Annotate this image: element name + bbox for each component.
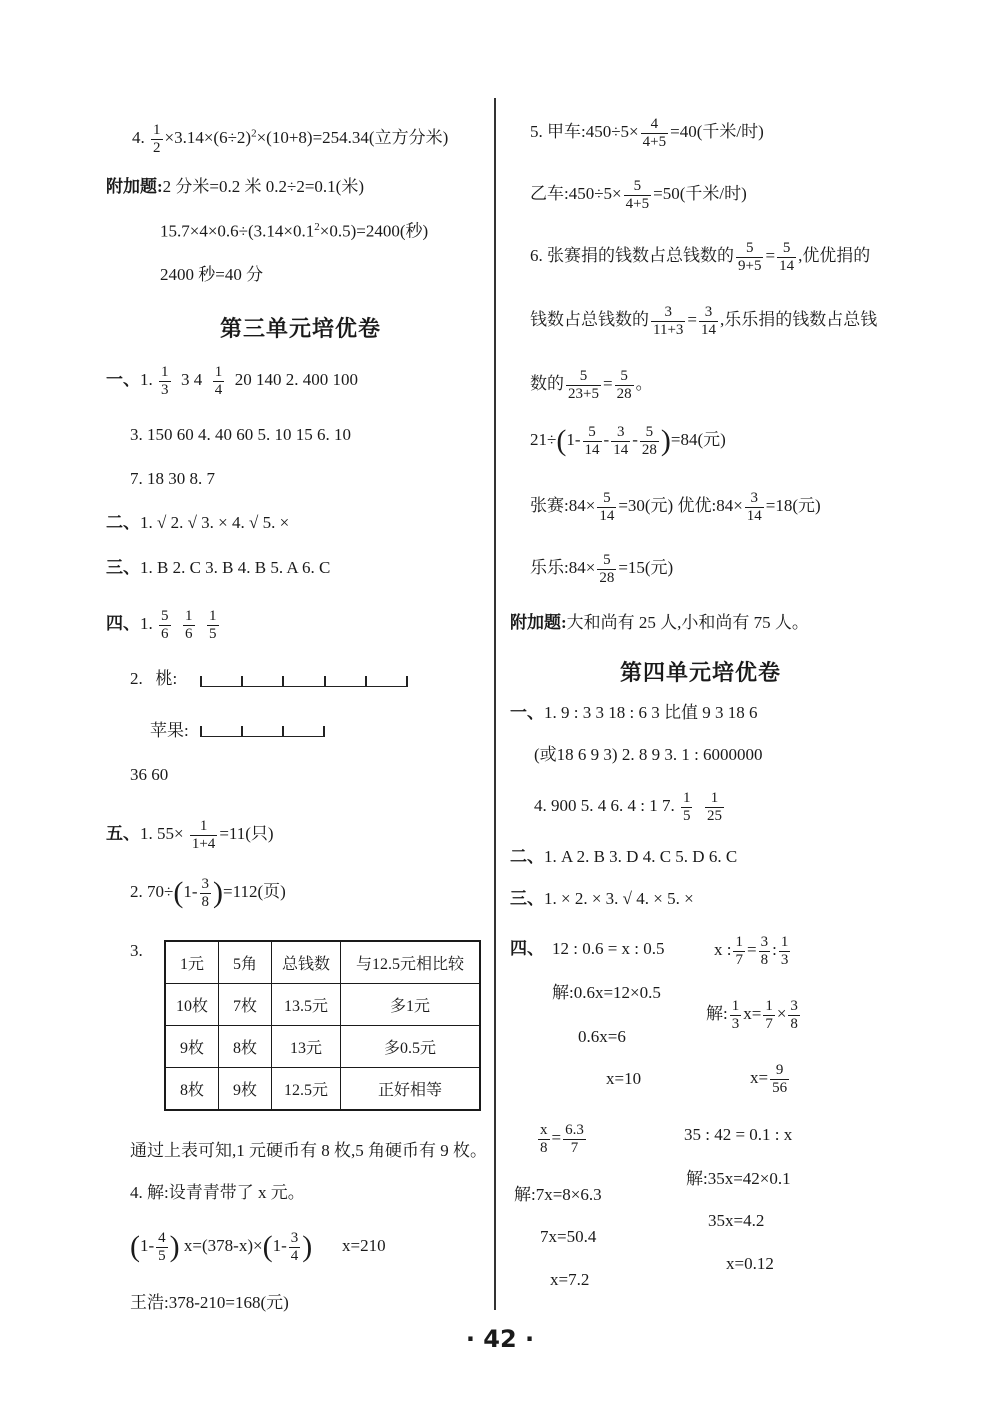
unit3-sec3: 三、1. B 2. C 3. B 4. B 5. A 6. C [106, 558, 331, 577]
eq3-step2: 7x=50.4 [540, 1227, 597, 1246]
unit3-sec2: 二、1. √ 2. √ 3. × 4. √ 5. × [106, 513, 290, 532]
eq3-step3: x=7.2 [550, 1270, 590, 1289]
left-extra-2: $15.7\times 4\times 0.6\div(3.14\times 0.1^2\times 0.5)=2400$(秒) [160, 221, 429, 241]
eq4-step3: x=0.12 [726, 1254, 774, 1273]
unit3-sec5-line3: 3. [130, 941, 143, 960]
unit4-title: 第四单元培优卷 [620, 661, 782, 686]
unit4-sec3: 三、1. × 2. × 3. √ 4. × 5. × [510, 889, 694, 908]
eq2-step1: 解: $\frac{1}{3}$ x= $\frac{1}{7}$ × $\frac{3}{8}$ [706, 998, 798, 1032]
unit3-sec4-answer: 36 60 [130, 765, 169, 784]
table-row: 8枚 9枚 12.5元 正好相等 [165, 1068, 480, 1111]
coin-conclusion: 通过上表可知,1 元硬币有 8 枚,5 角硬币有 9 枚。 [130, 1141, 487, 1160]
eq1-step1: 解:0.6x=12×0.5 [552, 983, 661, 1002]
eq2-step2: x= $\frac{9}{56}$ [750, 1062, 788, 1096]
table-row: 10枚 7枚 13.5元 多1元 [165, 984, 480, 1026]
column-divider [494, 98, 496, 1310]
eq4-step2: 35x=4.2 [708, 1211, 765, 1230]
eq1: 12 : 0.6 = x : 0.5 [552, 939, 665, 958]
coin-table [164, 940, 481, 1111]
unit3-sec4-line2: 2. 桃: [130, 669, 178, 688]
unit3-title: 第三单元培优卷 [220, 317, 382, 342]
eq4: 35 : 42 = 0.1 : x [684, 1125, 793, 1144]
right-q6-line2: 钱数占总钱数的 $\frac{3}{11+3}$ = $\frac{3}{14}$ ,乐乐捐的钱数占总钱 [530, 304, 878, 338]
right-q6-line1: 6. 张赛捐的钱数占总钱数的 $\frac{5}{9+5}$ = $\frac{5}{14}$ ,优优捐的 [530, 240, 871, 274]
unit3-sec5-line2: 2. 70÷(1- $\frac{3}{8}$ )=112(页) [130, 876, 286, 910]
eq3: $\frac{x}{8}$ = $\frac{6.3}{7}$ [540, 1122, 584, 1156]
page-number: · 42 · [465, 1325, 535, 1353]
unit3-sec4-line1: 四、1. $\frac{5}{6}$ $\frac{1}{6}$ $\frac{1}{5}$ [106, 608, 217, 642]
unit3-sec1-line1: 一、1. $\frac{1}{3}$ 3 4 $\frac{1}{4}$ 20 140 2. 400 100 [106, 364, 358, 398]
unit4-sec1-line2: (或18 6 9 3) 2. 8 9 3. 1 : 6000000 [534, 745, 763, 764]
unit3-sec5-q4-eq: (1- $\frac{4}{5}$ ) x=(378-x)×(1- $\frac{3}{4}$ ) x=210 [130, 1230, 386, 1264]
eq3-step1: 解:7x=8×6.3 [514, 1185, 602, 1204]
unit4-sec1-line3: 4. 900 5. 4 6. 4 : 1 7. $\frac{1}{5}$ $\frac{1}{25}$ [534, 790, 722, 824]
unit3-sec1-line3: 7. 18 30 8. 7 [130, 469, 215, 488]
eq2: x : $\frac{1}{7}$ = $\frac{3}{8}$ : $\frac{1}{3}$ [714, 934, 789, 968]
apple-bar [200, 726, 325, 737]
right-q6-line4: 21÷(1- $\frac{5}{14}$ - $\frac{3}{14}$ - $\frac{5}{28}$ )=84(元) [530, 424, 726, 458]
unit3-sec5-line1: 五、1. 55× $\frac{1}{1+4}$ =11(只) [106, 818, 274, 852]
apple-label: 苹果: [150, 721, 189, 740]
eq4-step1: 解:35x=42×0.1 [686, 1169, 791, 1188]
left-line-1: 4. $\frac{1}{2}$ $\times 3.14\times(6\div 2)^2\times(10+8)=254.34$(立方分米) [132, 122, 449, 156]
eq1-step3: x=10 [606, 1069, 642, 1088]
unit4-sec4-label: 四、 [510, 939, 544, 958]
unit3-sec1-line2: 3. 150 60 4. 40 60 5. 10 15 6. 10 [130, 425, 351, 444]
unit4-sec2: 二、1. A 2. B 3. D 4. C 5. D 6. C [510, 847, 738, 866]
right-q6-line6: 乐乐:84× $\frac{5}{28}$ =15(元) [530, 552, 674, 586]
table-row: 9枚 8枚 13元 多0.5元 [165, 1026, 480, 1068]
fraction: $\frac{1}{2}$ [153, 122, 161, 156]
right-extra: 附加题:大和尚有 25 人,小和尚有 75 人。 [510, 613, 809, 632]
right-q6-line5: 张赛:84× $\frac{5}{14}$ =30(元) 优优:84× $\frac{3}{14}$ =18(元) [530, 490, 821, 524]
unit4-sec1-line1: 一、1. 9 : 3 3 18 : 6 3 比值 9 3 18 6 [510, 703, 758, 722]
eq1-step2: 0.6x=6 [578, 1027, 626, 1046]
unit3-sec5-q4-answer: 王浩:378-210=168(元) [130, 1293, 289, 1312]
right-q5-line2: 乙车:450÷5× $\frac{5}{4+5}$ =50(千米/时) [530, 178, 747, 212]
left-extra-3: 2400 秒=40 分 [160, 265, 264, 284]
table-header-row: 1元 5角 总钱数 与12.5元相比较 [165, 941, 480, 984]
right-q6-line3: 数的 $\frac{5}{23+5}$ = $\frac{5}{28}$ 。 [530, 368, 653, 402]
unit3-sec5-q4: 4. 解:设青青带了 x 元。 [130, 1183, 305, 1202]
left-extra-1: 附加题:2 分米=0.2 米 0.2÷2=0.1(米) [106, 177, 364, 196]
right-q5-line1: 5. 甲车:450÷5× $\frac{4}{4+5}$ =40(千米/时) [530, 116, 764, 150]
peach-bar [200, 676, 408, 687]
